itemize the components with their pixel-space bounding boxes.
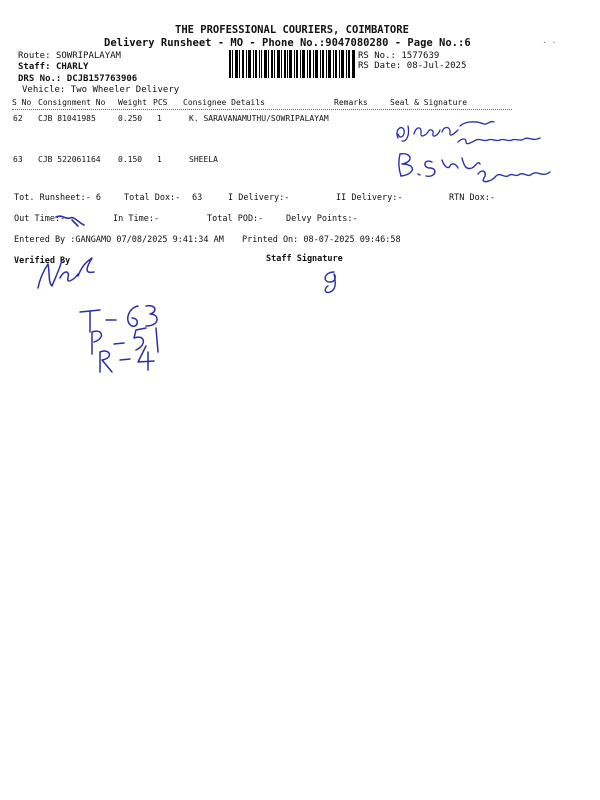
document-subtitle: Delivery Runsheet - MO - Phone No.:9047080280 - Page No.:6 [104,37,471,49]
in-time: In Time:- [113,214,160,224]
rs-no-label: RS No.: [358,51,396,61]
rs-no-value: 1577639 [401,51,440,61]
signature-row-63 [392,148,562,194]
i-delivery: I Delivery:- [228,193,290,203]
total-dox-label: Total Dox:- [124,193,181,203]
barcode [229,50,355,78]
total-dox-value: 63 [192,193,203,203]
verified-signature [34,254,104,294]
staff-value: CHARLY [55,62,89,72]
vehicle-label: Vehicle: [22,85,66,95]
printed-on: Printed On: 08-07-2025 09:46:58 [242,235,401,245]
row-sno: 62 [13,114,23,123]
drs-value: DCJB157763906 [66,74,138,84]
col-seal-signature: Seal & Signature [390,98,468,107]
out-time-scribble [54,212,88,228]
vehicle-value: Two Wheeler Delivery [70,85,180,95]
rtn-dox: RTN Dox:- [449,193,496,203]
row-consignee: SHEELA [189,155,218,164]
rs-date-value: 08-Jul-2025 [406,61,467,71]
staff-label: Staff: [18,62,51,72]
col-sno: S No [12,98,32,107]
out-time: Out Time:- [14,214,66,224]
row-consignee: K. SARAVANAMUTHU/SOWRIPALAYAM [189,114,329,123]
route-value: SOWRIPALAYAM [55,51,121,61]
document-title: THE PROFESSIONAL COURIERS, COIMBATORE [175,24,409,36]
corner-mark: · · [542,38,557,47]
vehicle-line [22,85,179,95]
route-line [18,51,121,61]
ii-delivery: II Delivery:- [336,193,403,203]
entered-at: 07/08/2025 9:41:34 AM [116,235,224,245]
row-consignment: CJB 522061164 [38,155,101,164]
row-weight: 0.150 [118,155,143,164]
header-divider [12,109,512,110]
rs-date-line [358,61,466,71]
row-pcs: 1 [157,114,162,123]
staff-line [18,62,88,72]
col-weight: Weight [118,98,147,107]
entered-by-line [14,235,224,245]
rs-date-label: RS Date: [358,61,402,71]
row-consignment: CJB 81041985 [38,114,96,123]
col-consignee: Consignee Details [183,98,265,107]
entered-by-label: Entered By : [14,235,76,245]
drs-label: DRS No.: [18,74,62,84]
rs-no-line [358,51,439,61]
route-label: Route: [18,51,51,61]
col-pcs: PCS [153,98,168,107]
tally-r-4 [96,342,176,376]
staff-signature [318,268,348,296]
drs-line [18,74,137,84]
total-pod: Total POD:- [207,214,264,224]
row-sno: 63 [13,155,23,164]
row-weight: 0.250 [118,114,143,123]
row-pcs: 1 [157,155,162,164]
col-remarks: Remarks [334,98,368,107]
staff-signature-label: Staff Signature [266,254,343,264]
tot-runsheet: Tot. Runsheet:- 6 [14,193,101,203]
entered-by-value: GANGAMO [75,235,112,245]
verified-by-label: Verified By [14,256,71,266]
delvy-points: Delvy Points:- [286,214,358,224]
signature-row-62 [392,112,552,152]
col-consignment: Consignment No [38,98,106,107]
